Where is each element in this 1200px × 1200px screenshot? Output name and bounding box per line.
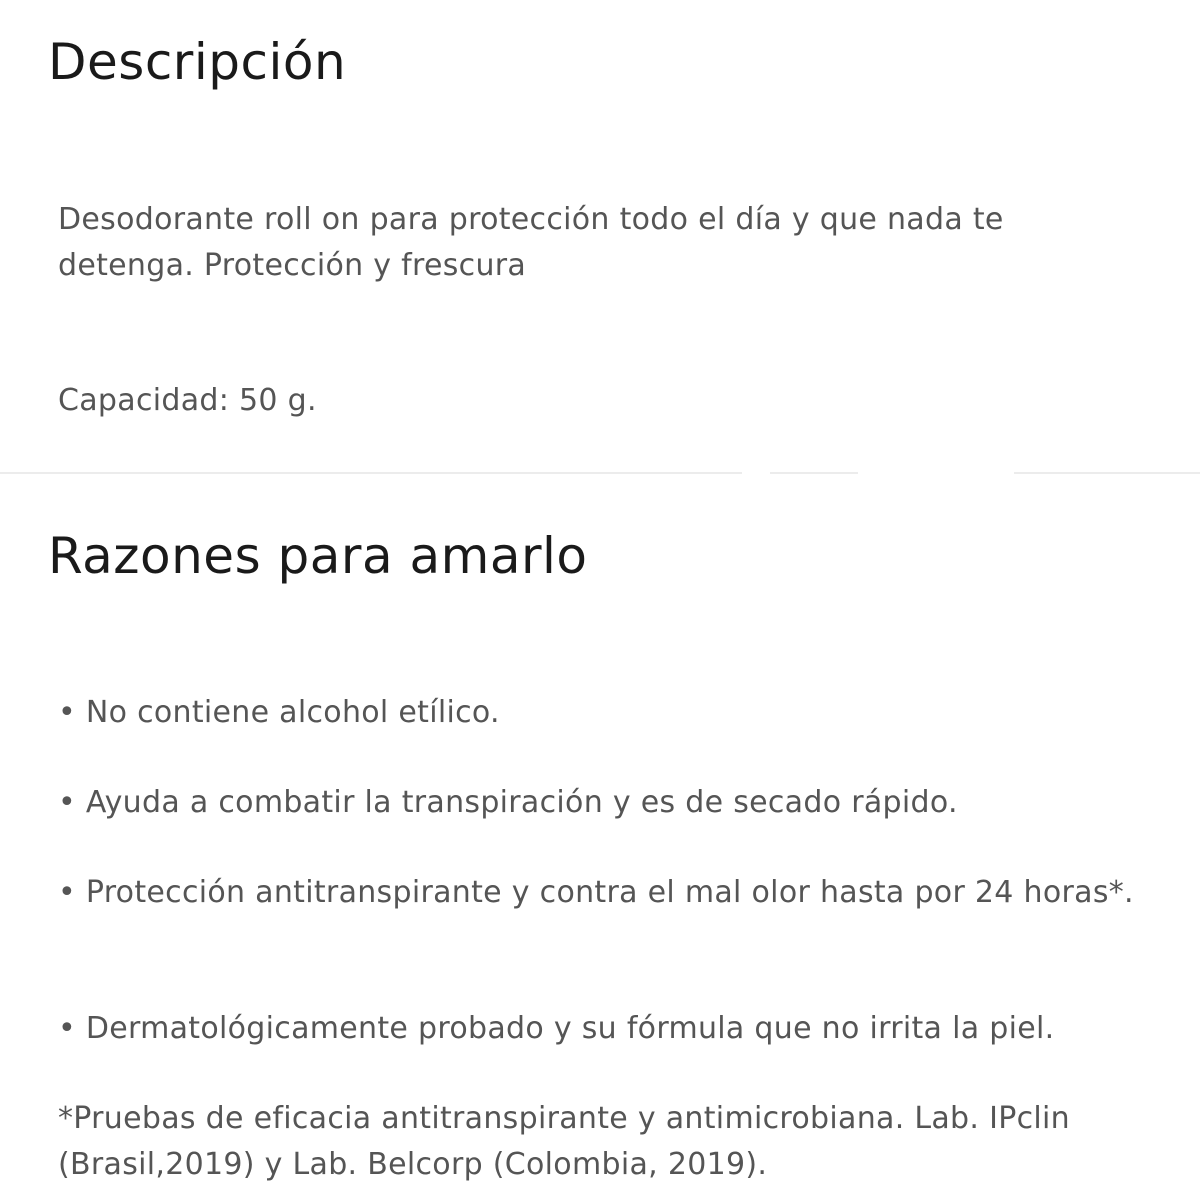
reason-list-item: • Ayuda a combatir la transpiración y es de secado rápido. xyxy=(58,785,958,820)
reason-list-item: • No contiene alcohol etílico. xyxy=(58,695,500,730)
reasons-title: Razones para amarlo xyxy=(48,527,588,585)
reason-list-item: • Dermatológicamente probado y su fórmula que no irrita la piel. xyxy=(58,1011,1055,1046)
footnote-text: *Pruebas de eficacia antitranspirante y antimicrobiana. Lab. IPclin (Brasil,2019) y Lab. Belcorp (Colombia, 2019). xyxy=(58,1101,1070,1182)
description-title: Descripción xyxy=(48,33,347,91)
description-text: Desodorante roll on para protección todo el día y que nada te detenga. Protección y frescura xyxy=(58,202,1004,283)
reason-list-item: • Protección antitranspirante y contra el mal olor hasta por 24 horas*. xyxy=(58,875,1134,910)
section-divider xyxy=(1014,472,1200,474)
section-divider xyxy=(770,472,858,474)
section-divider xyxy=(0,472,742,474)
capacity-text: Capacidad: 50 g. xyxy=(58,383,317,418)
